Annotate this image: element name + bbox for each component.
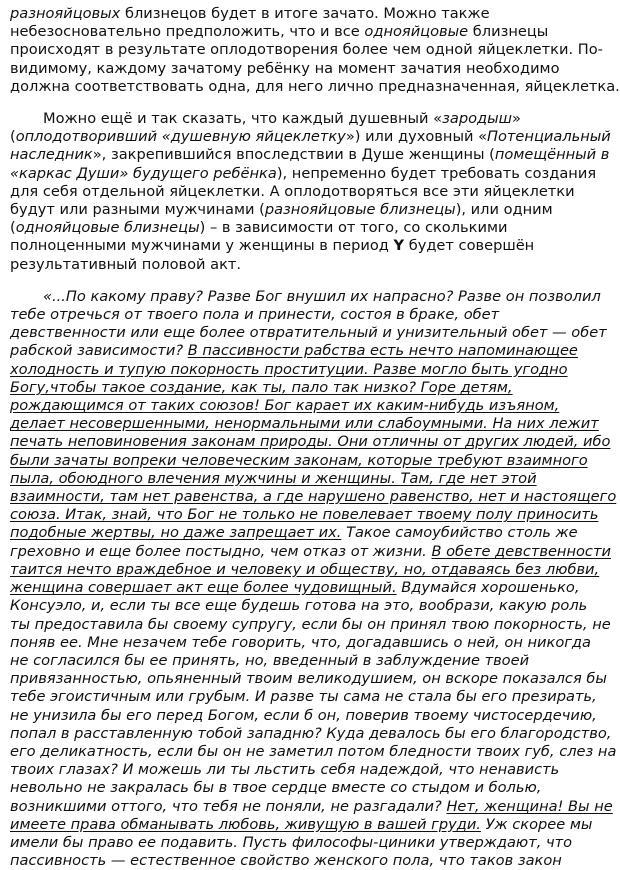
text-line — [10, 834, 590, 852]
text-segment: результативный половой акт. — [10, 255, 242, 273]
text-line — [10, 688, 597, 706]
text-line — [10, 761, 590, 779]
text-line — [10, 287, 601, 306]
text-segment: полноценными мужчинами у женщины в период — [10, 237, 394, 255]
text-segment: однояйцовые близнецы — [15, 219, 200, 237]
text-line — [10, 128, 611, 146]
text-line — [10, 797, 613, 816]
text-line — [10, 60, 590, 78]
text-line — [10, 110, 590, 128]
text-segment: », закрепившийся впоследствии в Душе женщины ( — [92, 146, 495, 164]
text-line — [10, 379, 590, 397]
text-segment: Вдумайся хорошенько, — [396, 579, 580, 597]
paragraph-gap — [10, 96, 590, 110]
text-line — [10, 415, 599, 433]
text-segment: происходят в результате оплодотворения более чем одной яйцеклетки. По- — [10, 41, 603, 59]
text-line — [10, 201, 590, 219]
text-segment: зародыш — [442, 110, 512, 128]
text-line — [10, 852, 590, 870]
paragraph — [10, 110, 611, 274]
text-line — [10, 342, 590, 360]
underlined-text: пыла, обоюдного влечения мужчины и женщины. Там, где нет этой — [10, 469, 537, 487]
text-line — [10, 183, 590, 201]
text-segment: ), непременно будет требовать создания — [276, 164, 597, 182]
underlined-text: были зачаты вопреки человеческим законам, которые требуют взаимного — [10, 451, 588, 469]
text-segment: пассивность — естественное свойство женского пола, что таков закон — [10, 852, 562, 870]
text-segment: возникшими оттого, что тебя не поняли, не разгадали? — [10, 797, 447, 815]
text-segment: девственности или еще более отвратительный и унизительный обет — обет — [10, 324, 607, 342]
paragraph — [10, 287, 617, 870]
text-segment: » — [512, 110, 521, 128]
text-segment: «...По какому праву? Разве Бог внушил их напрасно? Разве он позволил — [43, 287, 601, 305]
underlined-text: Богу,чтобы такое создание, как ты, пало так низко? Горе детям, — [10, 378, 513, 396]
text-segment: оплодотворивший «душевную яйцеклетку — [15, 128, 346, 146]
underlined-text: делает несовершенными, ненормальными или слабоумными. На них лежит — [10, 415, 599, 433]
text-segment: имели бы право ее подавить. Пусть философы-циники утверждают, что — [10, 833, 573, 851]
text-line — [10, 361, 590, 379]
text-line — [10, 615, 611, 634]
text-line — [10, 452, 590, 470]
underlined-text: рождающимся от таких союзов! — [10, 397, 260, 415]
underlined-text: женщина совершает акт еще более чудовищный. — [10, 579, 397, 597]
text-line — [10, 579, 590, 597]
text-segment: близнецы — [468, 23, 549, 41]
underlined-text: В обете девственности — [431, 542, 611, 560]
underlined-text: В пассивности рабства есть нечто напоминающее — [187, 342, 578, 360]
text-line — [10, 706, 597, 725]
text-segment: Такое самоубийство столь же — [341, 524, 578, 542]
underlined-text: имеете права обманывать любовь, живущую в вашей груди. — [10, 815, 481, 833]
underlined-text: Нет, женщина! Вы не — [446, 797, 613, 815]
text-line — [10, 542, 611, 561]
text-line — [10, 219, 590, 237]
text-line — [10, 634, 590, 652]
text-line — [10, 670, 607, 688]
underlined-text: подобные жертвы, но даже запрещает их. — [10, 524, 342, 542]
text-segment: поняв ее. Мне незачем тебе говорить, что, догадавшись о ней, он никогда — [10, 633, 591, 651]
text-segment: невольно не закралась бы в твое сердце вместе со стыдом и болью, — [10, 779, 542, 797]
underlined-text: холодность и тупую покорность проституции. Разве могло быть угодно — [10, 360, 568, 378]
text-line — [10, 470, 590, 488]
underlined-text: союза. Итак, знай, что Бог не только не повелевает твоему полу приносить — [10, 506, 599, 524]
text-segment: не унизила бы его перед Богом, если б он, поверив твоему чистосердечию, — [10, 706, 597, 724]
text-line — [10, 560, 600, 579]
text-segment: ) – в зависимости от того, со сколькими — [199, 219, 508, 237]
text-line — [10, 506, 599, 524]
text-segment: тебе эгоистичным или грубым. И разве ты сама не стала бы его презирать, — [10, 688, 597, 706]
text-segment: будут или разными мужчинами ( — [10, 201, 265, 219]
text-line — [10, 724, 612, 743]
paragraph — [10, 5, 620, 96]
text-segment: ), или одним — [455, 201, 553, 219]
text-segment: Y — [393, 237, 405, 255]
text-line — [10, 146, 610, 164]
text-segment: рабской зависимости? — [10, 342, 188, 360]
text-line — [10, 652, 590, 670]
text-segment: разнояйцовые близнецы — [264, 201, 456, 219]
underlined-text: Бог карает их каким-нибудь изъяном, — [259, 397, 560, 415]
text-segment: Можно ещё и так сказать, что каждый душевный « — [43, 110, 443, 128]
text-line — [10, 41, 603, 59]
text-line — [10, 237, 590, 255]
text-line — [10, 815, 593, 834]
text-line — [10, 324, 607, 342]
text-segment: ( — [10, 128, 16, 146]
text-segment: попал в расставленную тобой западню? Куда девалось бы его благородство, — [10, 724, 612, 742]
text-line — [10, 77, 620, 96]
text-line — [10, 742, 617, 761]
text-segment: греховно и еще более постыдно, чем отказ от жизни. — [10, 542, 432, 560]
text-segment: ( — [10, 219, 16, 237]
text-segment: будет совершён — [404, 237, 535, 255]
text-segment: ») или духовный « — [345, 128, 488, 146]
text-line — [10, 164, 597, 183]
text-segment: для себя отдельной яйцеклетки. А оплодотворяться все эти яйцеклетки — [10, 182, 575, 200]
text-segment: «каркас Души» будущего ребёнка — [10, 164, 277, 182]
text-line — [10, 256, 590, 274]
underlined-text: печать неповиновения законам природы. Они отличны от других людей, ибо — [10, 433, 611, 451]
text-line — [10, 597, 590, 615]
text-line — [10, 306, 590, 324]
underlined-text: взаимности, там нет равенства, а где нарушено равенство, нет и настоящего — [10, 488, 617, 506]
text-segment: не согласился бы ее принять, но, введенный в заблуждение твоей — [10, 651, 530, 669]
text-segment: ты предоставила бы своему супругу, если бы он принял твою покорность, не — [10, 615, 611, 633]
text-segment: Консуэло, и, если ты все еще будешь готова на это, вообрази, какую роль — [10, 597, 588, 615]
text-segment: тебе отречься от твоего пола и принести, состоя в браке, обет — [10, 306, 500, 324]
document-body — [10, 5, 620, 870]
text-line — [10, 524, 590, 542]
text-segment: видимому, каждому зачатому ребёнку на момент зачатия необходимо — [10, 59, 560, 77]
paragraph-gap — [10, 274, 590, 288]
text-line — [10, 397, 590, 415]
text-line — [10, 433, 611, 451]
text-line — [10, 779, 590, 797]
text-segment: должна соответствовать одна, для него лично предназначенная, яйцеклетка. — [10, 77, 620, 95]
text-segment: твоих глазах? И можешь ли ты льстить себя надеждой, что ненависть — [10, 761, 560, 779]
text-segment: помещённый в — [494, 146, 610, 164]
text-line — [10, 5, 590, 23]
text-line — [10, 23, 590, 41]
text-segment: разнояйцовых — [10, 5, 121, 22]
underlined-text: таится нечто враждебное и человеку и обществу, но, отдаваясь без любви, — [10, 560, 600, 578]
text-segment: Уж скорее мы — [480, 815, 593, 833]
text-segment: его деликатность, если бы он не заметил потом бледности твоих губ, слез на — [10, 742, 617, 760]
text-segment: близнецов будет в итоге зачато. Можно также — [120, 5, 490, 22]
text-segment: наследник — [10, 146, 93, 164]
text-segment: привязанностью, опьяненный твоим великодушием, он вскоре показался бы — [10, 670, 607, 688]
text-segment: Потенциальный — [487, 128, 611, 146]
text-segment: небезосновательно предположить, что и все — [10, 23, 365, 41]
text-line — [10, 488, 617, 506]
text-segment: однояйцовые — [364, 23, 469, 41]
